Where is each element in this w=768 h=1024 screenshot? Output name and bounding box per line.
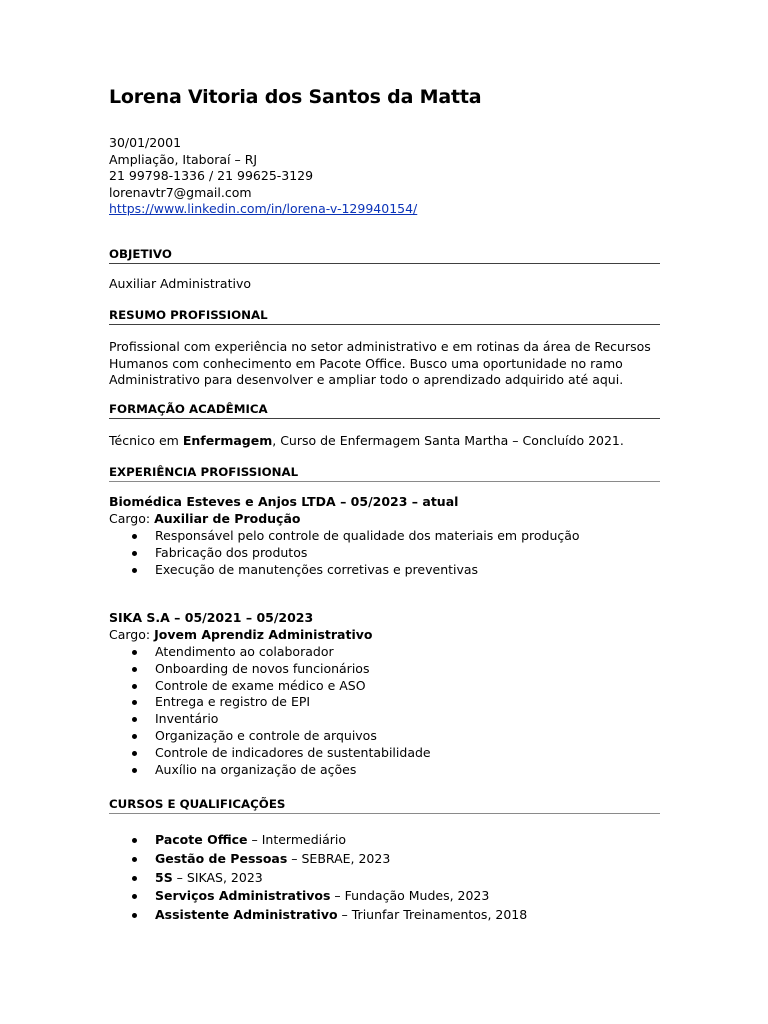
list-item: Inventário [109,711,431,728]
job-entry-2 [109,610,660,643]
list-item: Onboarding de novos funcionários [109,661,431,678]
linkedin-link[interactable]: https://www.linkedin.com/in/lorena-v-129940154/ [109,201,418,217]
list-item: Entrega e registro de EPI [109,694,431,711]
job-entry-1 [109,494,660,527]
list-item: Controle de exame médico e ASO [109,678,431,695]
section-heading-experience: EXPERIÊNCIA PROFISSIONAL [109,464,660,482]
summary-line: Profissional com experiência no setor administrativo e em rotinas da área de Recursos [109,339,651,354]
job-role: Cargo: Auxiliar de Produção [109,510,301,526]
section-heading-objective: OBJETIVO [109,246,660,264]
address: Ampliação, Itaboraí – RJ [109,151,258,167]
job-title: SIKA S.A – 05/2021 – 05/2023 [109,610,314,625]
list-item: Execução de manutenções corretivas e preventivas [109,562,580,579]
candidate-name: Lorena Vitoria dos Santos da Matta [109,86,482,108]
list-item: Atendimento ao colaborador [109,644,431,661]
summary-line: Humanos com conhecimento em Pacote Office. Busco uma oportunidade no ramo [109,355,623,371]
job-role: Cargo: Jovem Aprendiz Administrativo [109,626,373,642]
courses-list [109,831,527,925]
objective-text: Auxiliar Administrativo [109,276,252,291]
list-item: Controle de indicadores de sustentabilidade [109,745,431,762]
course-item: Pacote Office – Intermediário [109,831,527,850]
birth-date: 30/01/2001 [109,135,182,150]
course-item: Assistente Administrativo – Triunfar Treinamentos, 2018 [109,906,527,925]
job-2-duties [109,644,431,778]
section-heading-summary: RESUMO PROFISSIONAL [109,307,660,325]
contact-block [109,135,417,218]
summary-text [109,339,660,389]
job-title: Biomédica Esteves e Anjos LTDA – 05/2023 – atual [109,494,459,509]
phone-numbers: 21 99798-1336 / 21 99625-3129 [109,168,314,184]
list-item: Fabricação dos produtos [109,545,580,562]
education-text: Técnico em Enfermagem, Curso de Enfermagem Santa Martha – Concluído 2021. [109,433,624,448]
email: lorenavtr7@gmail.com [109,184,252,200]
course-item: 5S – SIKAS, 2023 [109,869,527,888]
list-item: Organização e controle de arquivos [109,728,431,745]
job-1-duties [109,528,580,578]
list-item: Responsável pelo controle de qualidade dos materiais em produção [109,528,580,545]
summary-line: Administrativo para desenvolver e ampliar todo o aprendizado adquirido até aqui. [109,372,624,388]
list-item: Auxílio na organização de ações [109,762,431,779]
section-heading-education: FORMAÇÃO ACADÊMICA [109,401,660,419]
section-heading-courses: CURSOS E QUALIFICAÇÕES [109,796,660,814]
course-item: Serviços Administrativos – Fundação Mudes, 2023 [109,887,527,906]
education-course: Enfermagem [182,433,273,448]
course-item: Gestão de Pessoas – SEBRAE, 2023 [109,850,527,869]
